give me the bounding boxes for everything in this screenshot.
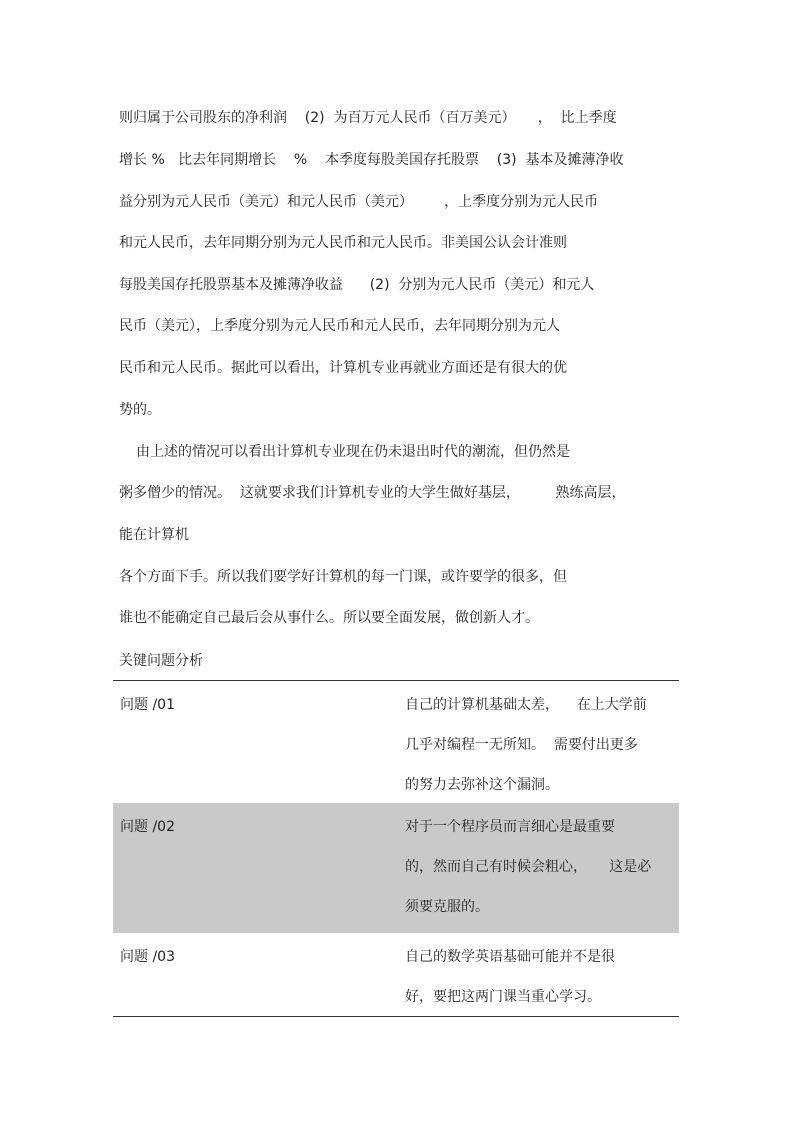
text-line: 民币和元人民币。据此可以看出，计算机专业再就业方面还是有很大的优 [119, 360, 567, 376]
issue-label: 问题 /02 [120, 819, 175, 835]
description-line: 须要克服的。 [405, 899, 489, 915]
text-line: 益分别为元人民币（美元）和元人民币（美元） ，上季度分别为元人民币 [119, 194, 599, 210]
table-row-issue-01 [113, 681, 679, 803]
text-line: 能在计算机 [119, 527, 189, 543]
description-line: 自己的数学英语基础可能并不是很 [405, 949, 615, 965]
text-line: 每股美国存托股票基本及摊薄净收益 (2) 分别为元人民币（美元）和元人 [119, 277, 595, 293]
issue-label: 问题 /01 [120, 697, 175, 713]
section-title: 关键问题分析 [119, 653, 203, 669]
text-line: 各个方面下手。所以我们要学好计算机的每一门课，或许要学的很多，但 [119, 569, 567, 585]
text-line: 谁也不能确定自己最后会从事什么。所以要全面发展，做创新人才。 [119, 610, 539, 626]
text-line: 粥多僧少的情况。 这就要求我们计算机专业的大学生做好基层， 熟练高层， [119, 485, 626, 501]
description-line: 自己的计算机基础太差， 在上大学前 [405, 697, 647, 713]
issue-description [405, 695, 647, 815]
issue-label: 问题 /03 [120, 949, 175, 965]
description-line: 的，然而自己有时候会粗心， 这是必 [405, 859, 652, 875]
text-line: 则归属于公司股东的净利润 (2) 为百万元人民币（百万美元） ， 比上季度 [119, 110, 617, 126]
issue-description [405, 817, 651, 937]
description-line: 对于一个程序员而言细心是最重要 [405, 819, 615, 835]
text-line: 和元人民币，去年同期分别为元人民币和元人民币。非美国公认会计准则 [119, 235, 567, 251]
issue-table [113, 680, 679, 1017]
text-line: 势的。 [119, 402, 161, 418]
text-line: 增长 % 比去年同期增长 % 本季度每股美国存托股票 (3) 基本及摊薄净收 [119, 152, 624, 168]
description-line: 的努力去弥补这个漏洞。 [405, 777, 559, 793]
table-row-issue-03 [113, 933, 679, 1016]
text-line: 民币（美元），上季度分别为元人民币和元人民币，去年同期分别为元人 [119, 318, 560, 334]
text-line: 由上述的情况可以看出计算机专业现在仍未退出时代的潮流，但仍然是 [136, 444, 570, 460]
description-line: 几乎对编程一无所知。 需要付出更多 [405, 737, 638, 753]
table-row-issue-02 [113, 803, 679, 933]
issue-description [405, 947, 615, 1027]
description-line: 好，要把这两门课当重心学习。 [405, 989, 601, 1005]
